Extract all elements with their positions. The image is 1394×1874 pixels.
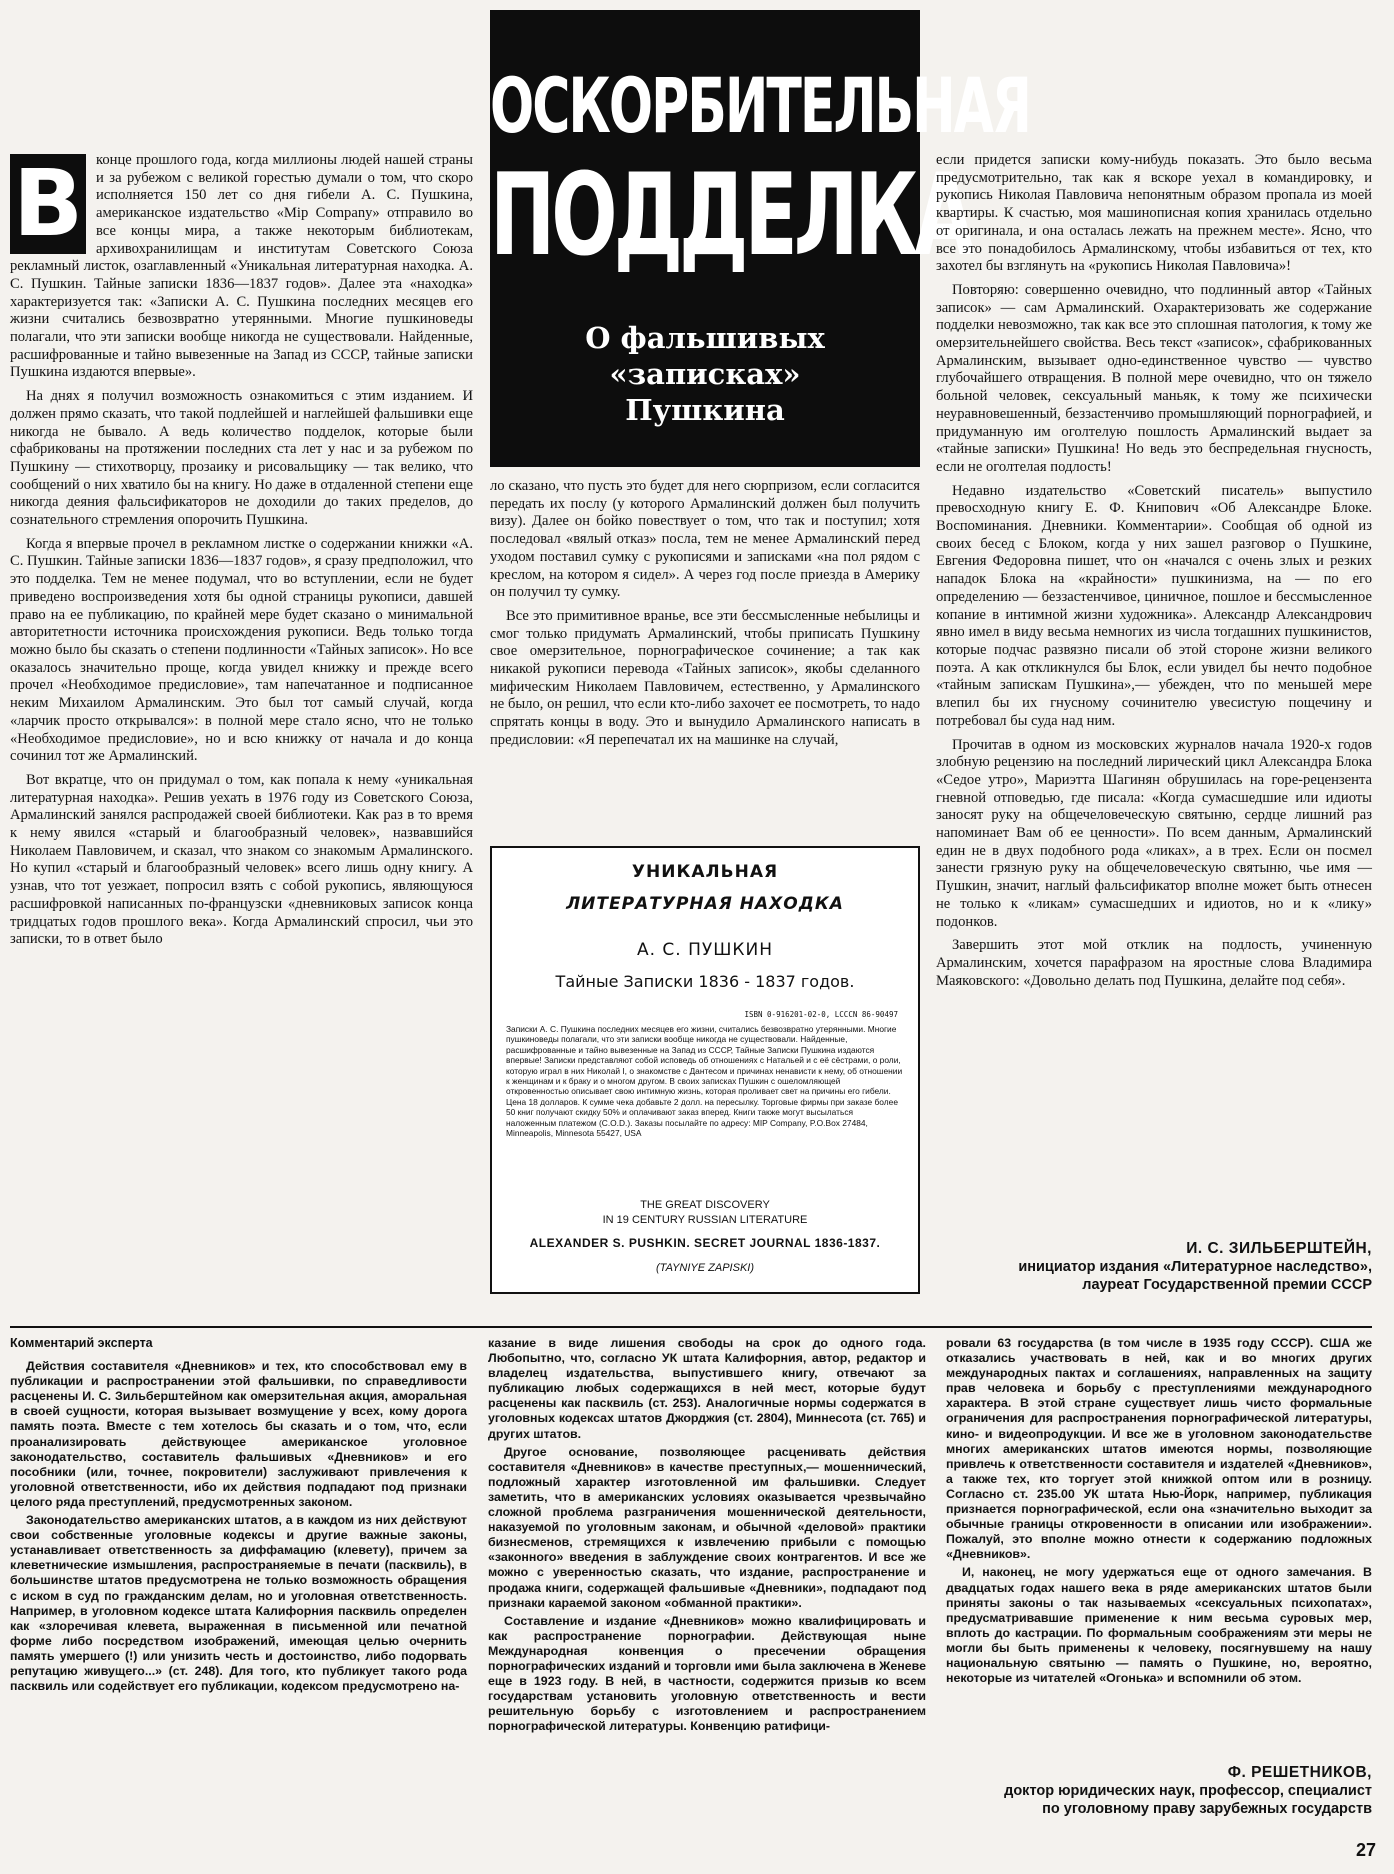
commentary-paragraph: Составление и издание «Дневников» можно квалифицировать и как распространение порнографии. Действующая ныне Международная конвенция о пресечении обращения порнографических изданий и торговли ими была заключена в Женеве еще в 1923 году. В ней, в частности, содержится призыв ко всем государствам установить уголовную ответственность и вести решительную борьбу с изготовлением и распространением порнографической литературы. Конвенцию ратифици- (488, 1613, 926, 1734)
author-title-2: лауреат Государственной премии СССР (1082, 1277, 1372, 1293)
article-paragraph: На днях я получил возможность ознакомиться с этим изданием. И должен прямо сказать, что такой подлейшей и наглейшей фальшивки еще никогда не бывало. А ведь количество подделок, которые были сфабрикованы на протяжении последних ста лет у нас и за рубежом по Пушкину — стихотворцу, прозаику и рисовальщику — так велико, что сообщений о них хватило бы на книгу. Но даже в отдаленной степени еще никогда деяния фальсификаторов не доходили до таких пределов, до сознательного стремления опорочить Пушкина. (10, 388, 473, 529)
advert-en-line-2: IN 19 CENTURY RUSSIAN LITERATURE (602, 1214, 808, 1226)
article-paragraph: Прочитав в одном из московских журналов начала 1920-х годов злобную рецензию на последний лирический цикл Александра Блока «Седое утро», Мариэтта Шагинян обрушилась на горе-рецензента гневной отповедью, где писала: «Когда сумасшедшие или идиоты заносят руку на общечеловеческую святыню, сердце лишний раз напоминает Вам об ее ценности». По всем данным, Армалинский един не в двух подобного рода «ликах», а в трех. Если он посмел занести грязную руку на общечеловеческую святыню, чье имя — Пушкин, значит, наглый фальсификатор вполне может быть отнесен не только к «ликам» сумасшедших и идиотов, но и к «лику» подонков. (936, 736, 1372, 930)
article-paragraph: ло сказано, что пусть это будет для него сюрпризом, если согласится передать их послу (у которого Армалинский должен был получить визу). Далее он бойко повествует о том, что так и поступил; хотя последовал «вялый отказ» посла, тем не менее Армалинский перед уходом поставил сумку с рукописями и записками «на пол рядом с креслом, на котором я сидел». А через год после приезда в Америку он получил ту сумку. (490, 478, 920, 601)
article-paragraph: Недавно издательство «Советский писатель» выпустило превосходную книгу Е. Ф. Книпович «Об Александре Блоке. Воспоминания. Дневники. Комментарии». Сообщая об одной из своих бесед с Блоком, когда у них зашел разговор о Пушкине, Евгения Федоровна пишет, что он «начался с очень злых и резких нападок Блока на «крайности» пушкинизма, на — по его определению — беззастенчивое, циничное, пошлое и бессмысленное копание в интимной жизни художника». Александр Александрович явно имел в виду весьма немногих из числа тогдашних пушкинистов, которые подчас развязно писали об этой стороне жизни великого поэта. А как откликнулся бы Блок, если увидел бы нечто подобное «тайным запискам Пушкина»,— убежден, что по меньшей мере влепил бы их гнусному сочинителю увесистую пощечину и потребовал бы суда над ним. (936, 482, 1372, 729)
advert-line-2: ЛИТЕРАТУРНАЯ НАХОДКА (566, 894, 844, 914)
article-paragraph: Когда я впервые прочел в рекламном листке о содержании книжки «А. С. Пушкин. Тайные записки 1836—1837 годов», я сразу предположил, что это подделка. Тем не менее подумал, что во вступлении, если не будет приведено воспроизведения хотя бы одной страницы рукописи, давшей право на ее публикацию, по крайней мере будет сказано о минимальной авторитетности источника происхождения рукописи. Ведь только тогда можно было бы сказать о степени подлинности «Тайных записок». Но все оказалось значительно проще, когда увидел книжку и прежде всего прочел «Необходимое предисловие», там напечатанное и подписанное неким Михаилом Армалинским. Это был тот самый случай, когда «ларчик просто открывался»: в полной мере стало ясно, что не только «Необходимое предисловие», но и всю книжку от начала и до конца сочинил тот же Армалинский. (10, 535, 473, 765)
page-number: 27 (1356, 1840, 1377, 1860)
subheadline-line-3: Пушкина (625, 393, 785, 427)
author-title-1: инициатор издания «Литературное наследство», (1018, 1259, 1372, 1275)
title-block (490, 10, 1030, 467)
advert-body: Записки А. С. Пушкина последних месяцев его жизни, считались безвозвратно утерянными. Многие пушкиноведы полагали, что эти записки вообще никогда не существовали. Найденные, расшифрованные и тайно вывезенные на Запад из СССР, Тайные Записки Пушкина издаются впервые! Записки представляют собой исповедь об отношениях с Натальей и с её сёстрами, о роли, которую играл в них Николай I, о знакомстве с Дантесом и причинах ненависти к нему, об отношении к женщинам и к браку и о многом другом. В своих записках Пушкин с ошеломляющей откровенностью описывает свою интимную жизнь, которая проливает свет на причины его гибели. Цена 18 долларов. К сумме чека добавьте 2 долл. на пересылку. Торговые фирмы при заказе более 50 книг получают скидку 50% и оплачивают заказ вперед. Книги также могут высылаться наложенным платежом (C.O.D.). Заказы посылайте по адресу: MIP Company, P.O.Box 27484, Minneapolis, Minnesota 55427, USA (506, 1024, 903, 1139)
advert-line-4: Тайные Записки 1836 - 1837 годов. (555, 972, 855, 991)
advert-reproduction (490, 846, 920, 1294)
author-name: И. С. ЗИЛЬБЕРШТЕЙН, (1186, 1240, 1372, 1257)
headline-line-1: ОСКОРБИТЕЛЬНАЯ (490, 63, 1030, 151)
advert-line-3: А. С. ПУШКИН (636, 940, 773, 960)
advert-en-line-1: THE GREAT DISCOVERY (640, 1199, 770, 1211)
commentary-paragraph: Другое основание, позволяющее расценивать действия составителя «Дневников» в качестве преступных,— мошеннический, подложный характер изготовленной им фальшивки. Следует заметить, что в американских условиях оказывается чрезвычайно сложной проблема разграничения мошеннической деятельности, наказуемой по уголовным законам, и обычной «деловой» практики бизнесменов, стремящихся к извлечению прибыли с помощью «законного» введения в заблуждение своих контрагентов. И все же можно с уверенностью сказать, что издание, распространение и продажа книги, содержащей фальшивые «Дневники», подпадают под признаки караемой законом «обманной практики». (488, 1444, 926, 1610)
section-divider (10, 1326, 1372, 1328)
article-paragraph: Вот вкратце, что он придумал о том, как попала к нему «уникальная литературная находка». Решив уехать в 1976 году из Советского Союза, Армалинский занялся распродажей своей библиотеки. Как раз в то время к нему явился «старый и благообразный человек», назвавшийся Николаем Павловичем, и сказал, что знаком со знакомым Армалинского. Но купил «старый и благообразный человек» всего лишь одну книгу. А узнав, что тот уезжает, попросил взять с собой рукопись, являющуюся расшифровкой написанных по-французски «дневниковых записок конца тридцатых годов прошлого века». Когда Армалинский спросил, чьи это записки, то в ответ было (10, 771, 473, 948)
expert-name: Ф. РЕШЕТНИКОВ, (1227, 1764, 1372, 1781)
commentary-paragraph: Действия составителя «Дневников» и тех, кто способствовал ему в публикации и распространении этой фальшивки, по справедливости расценены И. С. Зильберштейном как омерзительная акция, аморальная в своей сущности, которая вызывает возмущение у всех, кому дорога память поэта. Вместе с тем хотелось бы сказать и о том, что, если проанализировать действующее американское уголовное законодательство, составитель фальшивых «Дневников» и его пособники (или, точнее, покровители) заслуживают привлечения к уголовной ответственности, ибо их действия подпадают под признаки целого ряда преступлений, предусмотренных законом. (10, 1359, 467, 1509)
commentary-paragraph: ровали 63 государства (в том числе в 1935 году СССР). США же отказались участвовать в ней, как и во многих других международных пактах и соглашениях, направленных на защиту прав человека и борьбу с преступлениями международного характера. В этой стране существует лишь чисто формальные ограничения для распространения порнографической литературы, кино- и видеопродукции. И все же в уголовном законодательстве многих американских штатов имеются нормы, позволяющие привлечь к ответственности составителя и издателей «Дневников», а также тех, кто торгует этой книжкой оптом или в розницу. Согласно ст. 235.00 УК штата Нью-Йорк, например, публикация признается порнографической, если она «значительно выходит за обычные границы откровенности в описании или изображении». Пожалуй, это вполне можно отнести к содержанию подложных «Дневников». (946, 1336, 1372, 1562)
commentary-signature (930, 1764, 1372, 1818)
article-signature (936, 1240, 1372, 1294)
article-paragraph: Повторяю: совершенно очевидно, что подлинный автор «Тайных записок» — сам Армалинский. Охарактеризовать же содержание подделки невозможно, так как все это сплошная патология, к тому же омерзительнейшего свойства. Весь текст «записок», сфабрикованных Армалинским, вызывает одно-единственное чувство — чувство глубочайшего отвращения. В полной мере очевидно, что он тяжело больной человек, сексуальный маньяк, к тому же психически неуравновешенный, беззастенчиво промышляющий порнографией, и придуманную им оголтелую пошлость Армалинский выдает за «тайные записки» Пушкина! Но ведь это беспредельная гнусность, если не оголтелая подлость! (936, 281, 1372, 475)
subheadline-line-1: О фальшивых (585, 321, 825, 355)
expert-title-1: доктор юридических наук, профессор, специалист (1004, 1783, 1372, 1799)
headline (490, 58, 1030, 282)
commentary-title: Комментарий эксперта (10, 1336, 153, 1350)
advert-en-subtitle: (TAYNIYE ZAPISKI) (656, 1262, 754, 1274)
subheadline-line-2: «записках» (609, 357, 801, 391)
commentary-paragraph: Законодательство американских штатов, а в каждом из них действуют свои собственные уголовные кодексы и другие важные законы, устанавливает ответственность за диффамацию (клевету), причем за клеветнические измышления, распространяемые в печати (пасквиль), в большинстве штатов предусмотрена не только возможность обращения с иском в суд по гражданским делам, но и уголовная ответственность. Например, в уголовном кодексе штата Калифорния пасквиль определен как «злоречивая клевета, выраженная в письменной или печатной форме либо посредством изображений, имеющая целью очернить память умершего (!) или унизить честь и достоинство, либо подорвать репутацию живущего...» (ст. 248). Для того, кто публикует такого рода пасквиль или содействует его публикации, кодексом предусмотрено на- (10, 1513, 467, 1694)
article-paragraph: конце прошлого года, когда миллионы людей нашей страны и за рубежом с великой горестью думали о том, что скоро исполняется 150 лет со дня гибели А. С. Пушкина, американское издательство «Mip Company» отправило во все концы мира, а также некоторым библиотекам, архивохранилищам и институтам Советского Союза рекламный листок, озаглавленный «Уникальная литературная находка. А. С. Пушкин. Тайные записки 1836—1837 годов». Далее эта «находка» характеризуется так: «Записки А. С. Пушкина последних месяцев его жизни считались безвозвратно утерянными. Многие пушкиноведы полагали, что эти записки вообще никогда не существовали. Найденные, расшифрованные и тайно вывезенные на Запад из СССР, тайные записки Пушкина издаются впервые». (10, 152, 473, 381)
advert-en-title: ALEXANDER S. PUSHKIN. SECRET JOURNAL 1836-1837. (529, 1236, 881, 1250)
advert-line-1: УНИКАЛЬНАЯ (631, 862, 779, 882)
commentary-column-3 (946, 1336, 1372, 1689)
headline-line-2: ПОДДЕЛКА (490, 150, 971, 282)
article-paragraph: если придется записки кому-нибудь показать. Это было весьма предусмотрительно, так как я вскоре уехал в командировку, и рукопись Николая Павловича непонятным образом пропала из моей квартиры. К счастью, моя машинописная копия хранилась отдельно от оригинала, и она осталась лежать на прежнем месте». Ясно, что все это понадобилось Армалинскому, чтобы избавиться от тех, кто захотел бы взглянуть на «рукопись Николая Павловича»! (936, 152, 1372, 275)
article-paragraph: Завершить этот мой отклик на подлость, учиненную Армалинским, хочется парафразом на яростные слова Владимира Маяковского: «Довольно делать под Пушкина, делайте под себя». (936, 937, 1372, 989)
commentary-column-1 (10, 1336, 467, 1697)
commentary-paragraph: казание в виде лишения свободы на срок до одного года. Любопытно, что, согласно УК штата Калифорния, автор, редактор и владелец издательства, выпустившего книгу, отвечают за публикацию любых содержащихся в ней мест, которые будут расценены как пасквиль (ст. 253). Аналогичные нормы содержатся в уголовных кодексах штатов Джорджия (ст. 2804), Миннесота (ст. 765) и других штатов. (488, 1336, 926, 1441)
article-paragraph: Все это примитивное вранье, все эти бессмысленные небылицы и смог только придумать Армалинский, чтобы приписать Пушкину свое омерзительное, порнографическое сочинение; а так как никакой рукописи перевода «Тайных записок», якобы сделанного мифическим Николаем Павловичем, естественно, у Армалинского не было, он решил, что если кто-либо захочет ее посмотреть, то надо спрятать концы в воду. Это и вынудило Армалинского написать в предисловии: «Я перепечатал их на машинке на случай, (490, 607, 920, 748)
article-column-2 (490, 478, 920, 756)
commentary-paragraph: И, наконец, не могу удержаться еще от одного замечания. В двадцатых годах нашего века в ряде американских штатов были приняты законы о так называемых «сексуальных психопатах», предусматривавшие применение к ним весьма суровых мер, вплоть до кастрации. По формальным соображениям эти меры не могли бы быть применены к человеку, посягнувшему на нашу национальную святыню — память о Пушкине, но, вероятно, некоторые из читателей «Огонька» и вспомнили об этом. (946, 1565, 1372, 1686)
article-column-1 (10, 152, 473, 955)
advert-english-heading (492, 1198, 918, 1228)
subheadline (490, 320, 920, 428)
article-column-3 (936, 152, 1372, 996)
advert-isbn: ISBN 0-916201-02-0, LCCCN 86-90497 (744, 1010, 898, 1019)
expert-title-2: по уголовному праву зарубежных государств (1042, 1801, 1372, 1817)
drop-cap: В (10, 154, 86, 254)
commentary-column-2 (488, 1336, 926, 1737)
